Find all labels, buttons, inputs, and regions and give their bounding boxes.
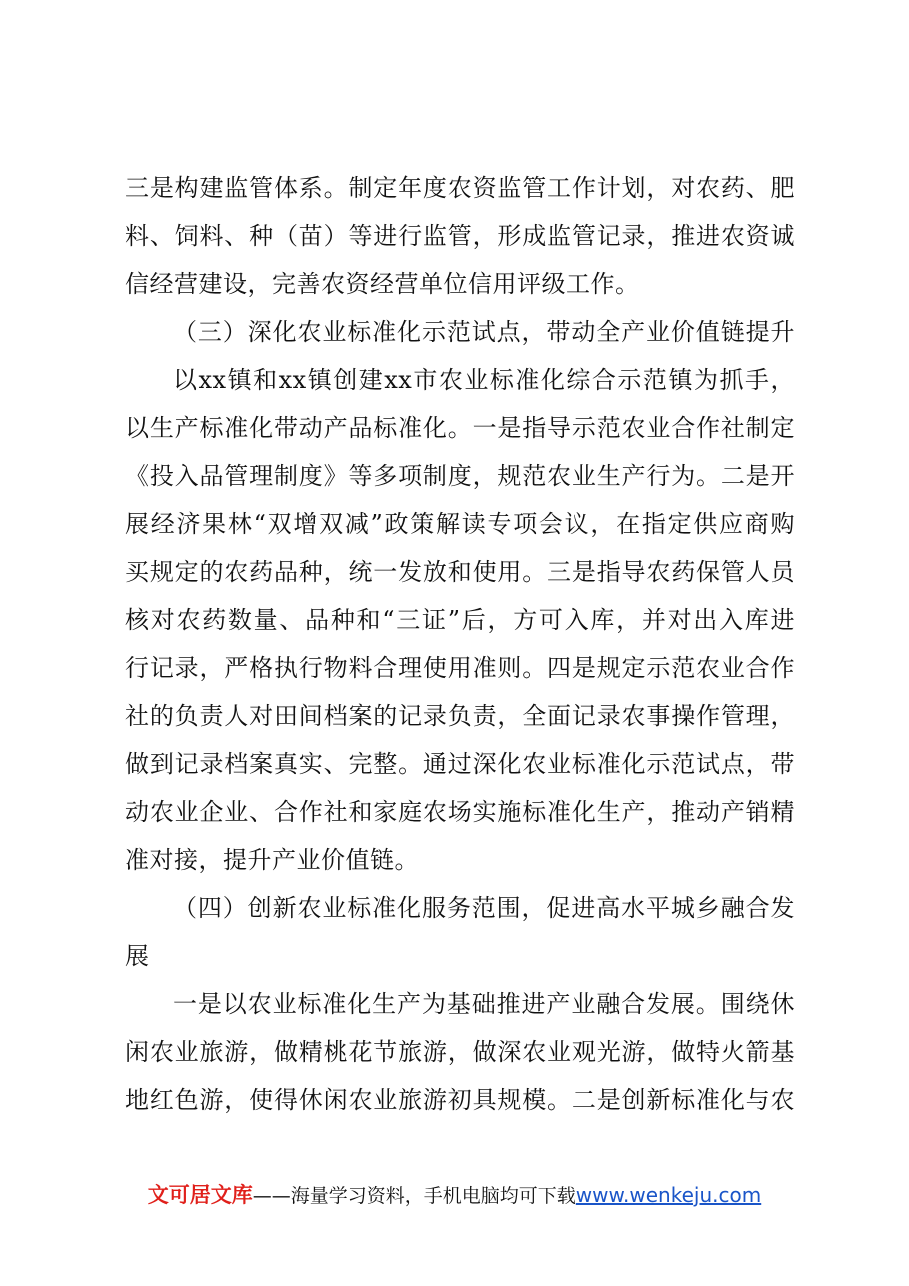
section-heading-4-continued: 展 [125, 942, 150, 970]
footer-url-link[interactable]: www.wenkeju.com [575, 1183, 762, 1207]
body-line: 做到记录档案真实、完整。通过深化农业标准化示范试点，带 [125, 750, 795, 778]
footer-slogan: ——海量学习资料，手机电脑均可下载 [252, 1185, 576, 1207]
body-line: 动农业企业、合作社和家庭农场实施标准化生产，推动产销精 [125, 798, 795, 826]
body-line: 三是构建监管体系。制定年度农资监管工作计划，对农药、肥 [125, 174, 795, 202]
body-line: 闲农业旅游，做精桃花节旅游，做深农业观光游，做特火箭基 [125, 1038, 795, 1066]
section-heading-4: （四）创新农业标准化服务范围，促进高水平城乡融合发 [173, 894, 795, 922]
body-line: 地红色游，使得休闲农业旅游初具规模。二是创新标准化与农 [125, 1086, 795, 1114]
body-line: 社的负责人对田间档案的记录负责，全面记录农事操作管理， [125, 702, 795, 730]
body-line: 以xx镇和xx镇创建xx市农业标准化综合示范镇为抓手， [173, 366, 795, 394]
body-line: 料、饲料、种（苗）等进行监管，形成监管记录，推进农资诚 [125, 222, 795, 250]
footer-banner [0, 1180, 909, 1210]
body-line: 核对农药数量、品种和“三证”后，方可入库，并对出入库进 [125, 606, 795, 634]
body-line: 一是以农业标准化生产为基础推进产业融合发展。围绕休 [173, 990, 795, 1018]
section-heading-3: （三）深化农业标准化示范试点，带动全产业价值链提升 [173, 318, 795, 346]
footer-brand: 文可居文库 [147, 1183, 253, 1207]
body-line: 信经营建设，完善农资经营单位信用评级工作。 [125, 270, 640, 298]
body-line: 买规定的农药品种，统一发放和使用。三是指导农药保管人员 [125, 558, 795, 586]
body-line: 《投入品管理制度》等多项制度，规范农业生产行为。二是开 [125, 462, 795, 490]
body-line: 展经济果林“双增双减”政策解读专项会议，在指定供应商购 [125, 510, 795, 538]
body-line: 行记录，严格执行物料合理使用准则。四是规定示范农业合作 [125, 654, 795, 682]
body-line: 准对接，提升产业价值链。 [125, 846, 419, 874]
body-line: 以生产标准化带动产品标准化。一是指导示范农业合作社制定 [125, 414, 795, 442]
